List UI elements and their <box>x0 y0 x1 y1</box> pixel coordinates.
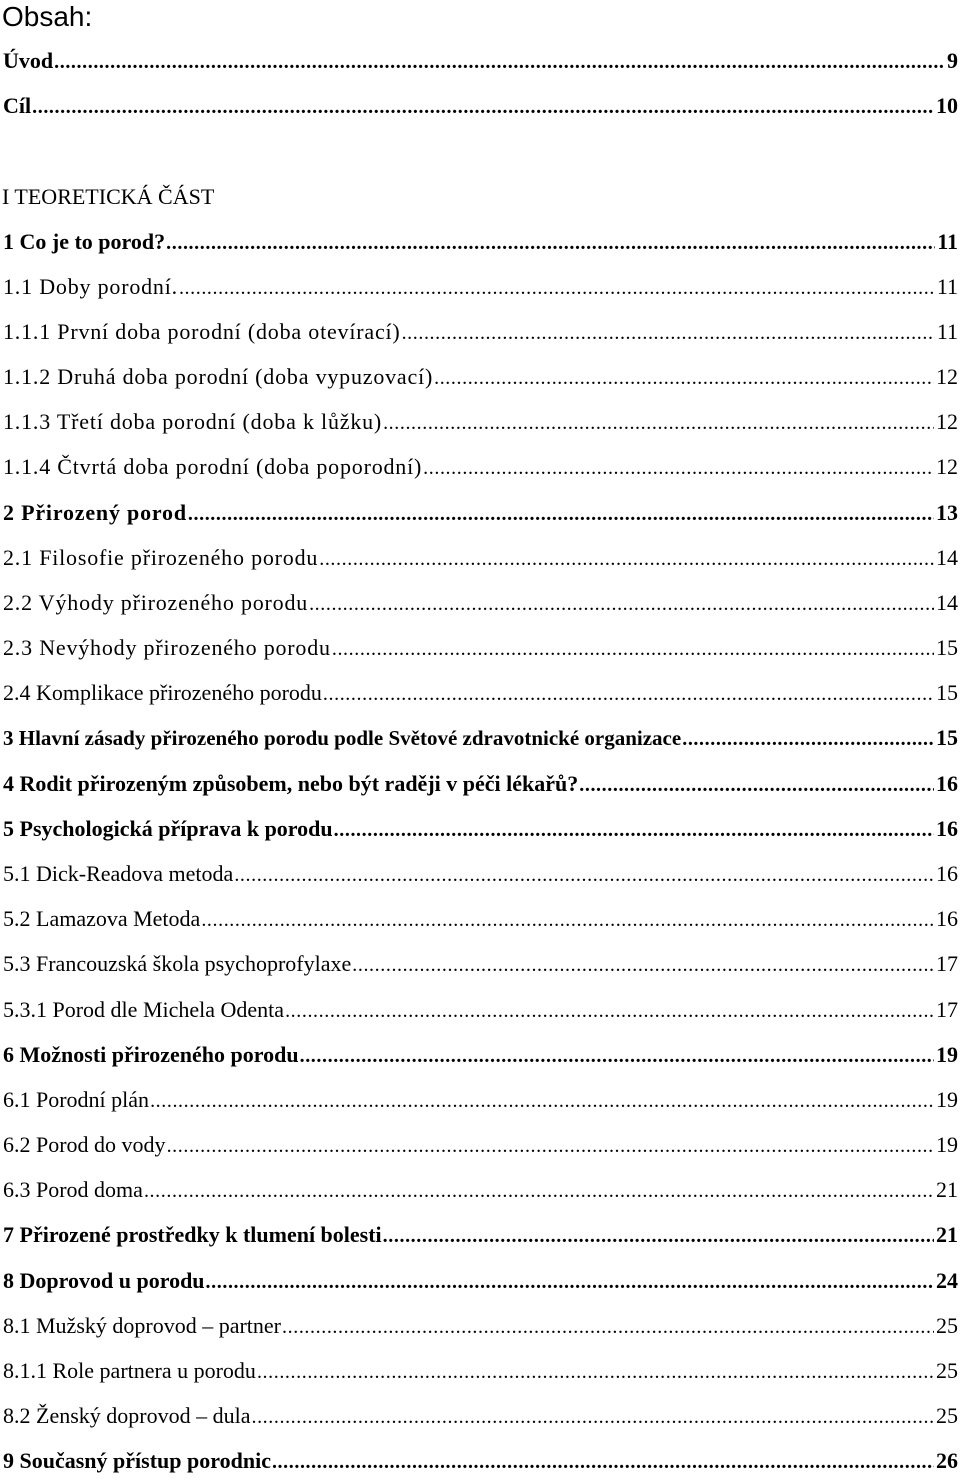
toc-entry-1-1-4[interactable] <box>0 454 958 484</box>
toc-entry-label[interactable]: 1.1.4 Čtvrtá doba porodní (doba poporodní) <box>3 454 423 479</box>
toc-entry-2-3[interactable] <box>0 635 958 665</box>
toc-leader <box>579 774 934 797</box>
toc-entry-2-1[interactable] <box>0 545 958 575</box>
toc-leader <box>166 232 935 255</box>
toc-entry-label[interactable]: Úvod <box>3 48 54 73</box>
toc-entry-label[interactable]: 1.1.3 Třetí doba porodní (doba k lůžku) <box>3 409 383 434</box>
toc-leader <box>251 1406 934 1429</box>
toc-page-number: 16 <box>936 861 958 886</box>
toc-page-number: 15 <box>936 635 958 660</box>
toc-entry-label[interactable]: 2.3 Nevýhody přirozeného porodu <box>3 635 331 660</box>
toc-leader <box>282 1316 934 1339</box>
toc-page-number: 11 <box>936 319 958 344</box>
toc-leader <box>206 1271 934 1294</box>
page-title: Obsah: <box>2 1 93 32</box>
toc-entry-5-1[interactable] <box>0 861 958 891</box>
toc-entry-uvod[interactable] <box>0 48 958 78</box>
toc-entry-7[interactable] <box>0 1222 958 1252</box>
toc-page-number: 19 <box>936 1042 958 1067</box>
toc-page-number: 9 <box>947 48 958 73</box>
toc-entry-label[interactable]: 6.3 Porod doma <box>3 1177 143 1202</box>
toc-page-number: 13 <box>936 500 958 525</box>
toc-entry-label[interactable]: 6.2 Porod do vody <box>3 1132 166 1157</box>
toc-leader <box>352 954 934 977</box>
toc-entry-label[interactable]: 2.2 Výhody přirozeného porodu <box>3 590 309 615</box>
toc-entry-label[interactable]: 9 Současný přístup porodnic <box>3 1448 271 1473</box>
toc-leader <box>434 367 934 390</box>
toc-leader <box>383 412 934 435</box>
toc-page-number: 14 <box>936 545 958 570</box>
toc-leader <box>54 51 945 74</box>
toc-entry-6[interactable] <box>0 1042 958 1072</box>
toc-leader <box>319 548 934 571</box>
toc-leader <box>402 322 935 345</box>
toc-leader <box>423 457 934 480</box>
toc-page-number: 14 <box>936 590 958 615</box>
toc-entry-label[interactable]: 7 Přirozené prostředky k tlumení bolesti <box>3 1222 382 1247</box>
toc-entry-8-1-1[interactable] <box>0 1358 958 1388</box>
toc-leader <box>234 864 934 887</box>
toc-page-number: 25 <box>936 1403 958 1428</box>
toc-leader <box>334 819 934 842</box>
toc-leader <box>682 728 934 751</box>
toc-leader <box>188 503 934 526</box>
section-heading: I TEORETICKÁ ČÁST <box>2 184 215 209</box>
toc-entry-label[interactable]: 5 Psychologická příprava k porodu <box>3 816 333 841</box>
toc-entry-1-1[interactable] <box>0 274 958 304</box>
toc-entry-label[interactable]: 5.1 Dick-Readova metoda <box>3 861 234 886</box>
toc-entry-1-1-2[interactable] <box>0 364 958 394</box>
toc-entry-label[interactable]: 1.1 Doby porodní. <box>3 274 178 299</box>
toc-entry-label[interactable]: 1.1.1 První doba porodní (doba otevírací) <box>3 319 401 344</box>
toc-page-number: 11 <box>936 274 958 299</box>
toc-leader <box>167 1135 934 1158</box>
toc-page-number: 15 <box>936 725 958 750</box>
toc-page-number: 25 <box>936 1358 958 1383</box>
toc-entry-2[interactable] <box>0 500 958 530</box>
toc-entry-2-4[interactable] <box>0 680 958 710</box>
toc-entry-label[interactable]: 2.1 Filosofie přirozeného porodu <box>3 545 319 570</box>
toc-entry-1-1-3[interactable] <box>0 409 958 439</box>
toc-leader <box>272 1451 934 1474</box>
toc-entry-label[interactable]: 6 Možnosti přirozeného porodu <box>3 1042 299 1067</box>
toc-leader <box>32 96 934 119</box>
toc-page-number: 12 <box>936 409 958 434</box>
toc-page-number: 16 <box>936 816 958 841</box>
toc-entry-label[interactable]: 8.1.1 Role partnera u porodu <box>3 1358 256 1383</box>
toc-page-number: 12 <box>936 364 958 389</box>
toc-entry-label[interactable]: 2.4 Komplikace přirozeného porodu <box>3 680 322 705</box>
toc-entry-6-1[interactable] <box>0 1087 958 1117</box>
toc-leader <box>300 1045 934 1068</box>
toc-page-number: 16 <box>936 771 958 796</box>
toc-entry-6-3[interactable] <box>0 1177 958 1207</box>
toc-entry-label[interactable]: 8.1 Mužský doprovod – partner <box>3 1313 282 1338</box>
toc-leader <box>150 1090 934 1113</box>
toc-entry-label[interactable]: 6.1 Porodní plán <box>3 1087 150 1112</box>
toc-leader <box>285 1000 934 1023</box>
toc-entry-5-2[interactable] <box>0 906 958 936</box>
toc-leader <box>257 1361 934 1384</box>
toc-entry-cil[interactable] <box>0 93 958 123</box>
toc-entry-5-3[interactable] <box>0 951 958 981</box>
toc-entry-6-2[interactable] <box>0 1132 958 1162</box>
toc-page-number: 21 <box>936 1222 958 1247</box>
toc-entry-label[interactable]: 8 Doprovod u porodu <box>3 1268 205 1293</box>
toc-page-number: 17 <box>936 951 958 976</box>
toc-entry-5-3-1[interactable] <box>0 997 958 1027</box>
toc-entry-3[interactable] <box>0 725 958 755</box>
toc-page-number: 24 <box>936 1268 958 1293</box>
toc-leader <box>309 593 934 616</box>
toc-page-number: 17 <box>936 997 958 1022</box>
toc-leader <box>179 277 935 300</box>
toc-leader <box>201 909 934 932</box>
toc-entry-5[interactable] <box>0 816 958 846</box>
toc-page-number: 19 <box>936 1132 958 1157</box>
toc-entry-label[interactable]: 5.3.1 Porod dle Michela Odenta <box>3 997 285 1022</box>
toc-leader <box>332 638 934 661</box>
toc-leader <box>144 1180 934 1203</box>
toc-entry-label[interactable]: 1 Co je to porod? <box>3 229 166 254</box>
toc-entry-2-2[interactable] <box>0 590 958 620</box>
toc-entry-9[interactable] <box>0 1448 958 1478</box>
toc-entry-1[interactable] <box>0 229 958 259</box>
toc-entry-label[interactable]: 1.1.2 Druhá doba porodní (doba vypuzovací) <box>3 364 434 389</box>
toc-page-number: 10 <box>936 93 958 118</box>
toc-entry-8-1[interactable] <box>0 1313 958 1343</box>
toc-entry-1-1-1[interactable] <box>0 319 958 349</box>
toc-leader <box>323 683 934 706</box>
toc-page-number: 19 <box>936 1087 958 1112</box>
toc-page-number: 25 <box>936 1313 958 1338</box>
toc-entry-label[interactable]: 8.2 Ženský doprovod – dula <box>3 1403 251 1428</box>
toc-entry-4[interactable] <box>0 771 958 801</box>
toc-page-number: 26 <box>936 1448 958 1473</box>
toc-page-number: 16 <box>936 906 958 931</box>
toc-entry-label[interactable]: 2 Přirozený porod <box>3 500 187 525</box>
toc-leader <box>383 1225 934 1248</box>
toc-page-number: 11 <box>937 229 958 254</box>
toc-entry-label[interactable]: 4 Rodit přirozeným způsobem, nebo být raději v péči lékařů? <box>3 771 579 796</box>
toc-entry-8[interactable] <box>0 1268 958 1298</box>
toc-page-number: 12 <box>936 454 958 479</box>
toc-entry-label[interactable]: 5.2 Lamazova Metoda <box>3 906 201 931</box>
toc-entry-label[interactable]: 5.3 Francouzská škola psychoprofylaxe <box>3 951 352 976</box>
toc-page-number: 15 <box>936 680 958 705</box>
toc-page-number: 21 <box>936 1177 958 1202</box>
toc-entry-label[interactable]: Cíl <box>3 93 32 118</box>
toc-entry-label[interactable]: 3 Hlavní zásady přirozeného porodu podle Světové zdravotnické organizace <box>3 726 682 750</box>
toc-entry-8-2[interactable] <box>0 1403 958 1433</box>
